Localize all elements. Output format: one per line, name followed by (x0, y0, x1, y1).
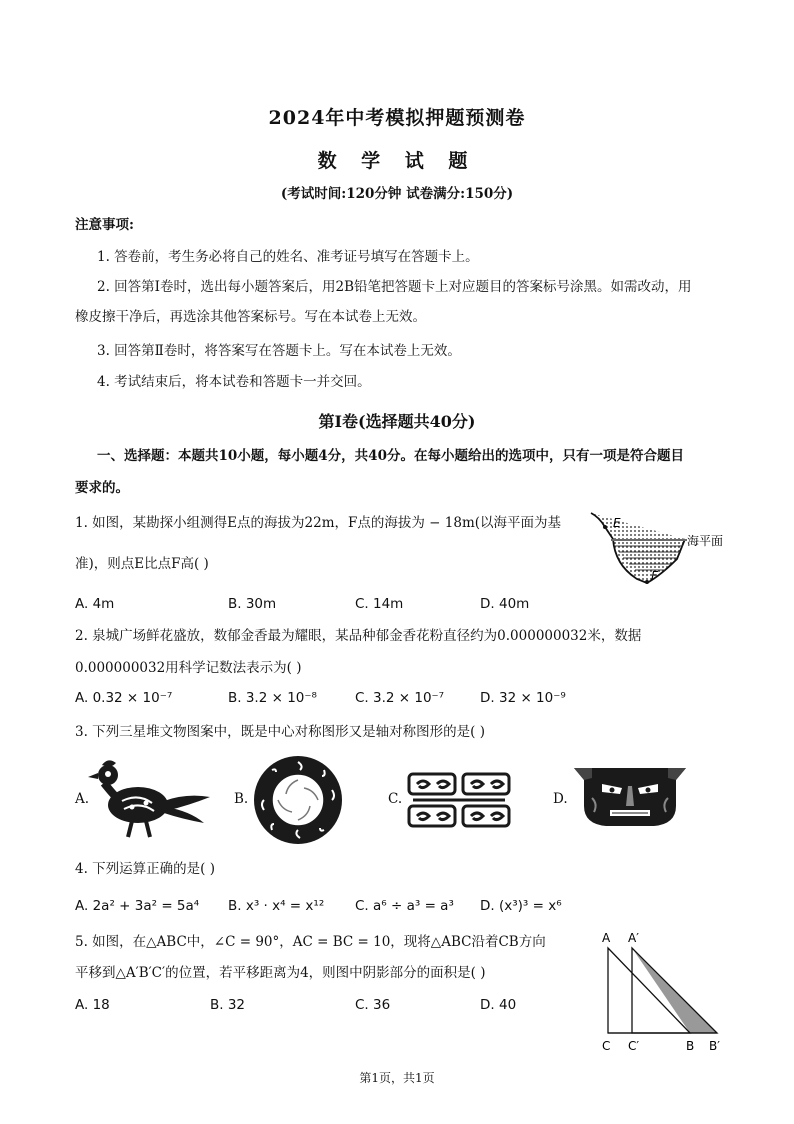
q5-label-a: A (602, 931, 611, 945)
q5-text: 平移到△A′B′C′的位置，若平移距离为4，则图中阴影部分的面积是( ) (75, 965, 486, 981)
q5-label-c-prime: C′ (628, 1039, 640, 1053)
notice-item: 3. 回答第Ⅱ卷时，将答案写在答题卡上。写在本试卷上无效。 (97, 343, 461, 359)
section-instruction: 要求的。 (75, 480, 129, 496)
q5-text: 5. 如图，在△ABC中，∠C = 90°，AC = BC = 10，现将△ABC沿着CB方向 (75, 934, 546, 950)
ring-pattern-icon (248, 754, 348, 846)
q1-label-sea: 海平面 (687, 534, 724, 548)
scroll-pattern-icon (405, 768, 515, 832)
q2-option-d: D. 32 × 10⁻⁹ (480, 690, 566, 706)
notice-item: 1. 答卷前，考生务必将自己的姓名、准考证号填写在答题卡上。 (97, 249, 479, 265)
q4-option-d: D. (x³)³ = x⁶ (480, 898, 562, 914)
q1-option-b: B. 30m (228, 596, 277, 612)
q1-option-c: C. 14m (355, 596, 404, 612)
notice-item: 橡皮擦干净后，再选涂其他答案标号。写在本试卷上无效。 (75, 309, 426, 325)
q1-text: 准)，则点E比点F高( ) (75, 556, 209, 572)
q5-option-d: D. 40 (480, 997, 517, 1013)
q3-option-c: C. (388, 791, 403, 807)
q1-text: 1. 如图，某勘探小组测得E点的海拔为22m，F点的海拔为 − 18m(以海平面为基 (75, 515, 562, 531)
q5-option-b: B. 32 (210, 997, 246, 1013)
mask-pattern-icon (572, 764, 688, 830)
q1-label-f: F (651, 569, 658, 583)
q5-label-a-prime: A′ (628, 931, 639, 945)
bird-pattern-icon (86, 757, 216, 841)
exam-info: (考试时间:120分钟 试卷满分:150分) (280, 186, 514, 202)
q3-option-a: A. (75, 791, 90, 807)
q4-option-b: B. x³ · x⁴ = x¹² (228, 898, 325, 914)
q3-option-b: B. (234, 791, 249, 807)
q5-option-c: C. 36 (355, 997, 391, 1013)
q5-label-c: C (602, 1039, 611, 1053)
q4-option-c: C. a⁶ ÷ a³ = a³ (355, 898, 454, 914)
q2-text: 2. 泉城广场鲜花盛放，数郁金香最为耀眼，某品种郁金香花粉直径约为0.000000032米，数据 (75, 628, 642, 644)
notice-item: 4. 考试结束后，将本试卷和答题卡一并交回。 (97, 374, 371, 390)
q5-label-b-prime: B′ (709, 1039, 720, 1053)
q2-text: 0.000000032用科学记数法表示为( ) (75, 660, 302, 676)
section-instruction: 一、选择题：本题共10小题，每小题4分，共40分。在每小题给出的选项中，只有一项是符合题目 (97, 448, 684, 464)
subject-title: 数 学 试 题 (317, 150, 477, 172)
notice-item: 2. 回答第Ⅰ卷时，选出每小题答案后，用2B铅笔把答题卡上对应题目的答案标号涂黑。如需改动，用 (97, 279, 692, 295)
notice-heading: 注意事项: (75, 217, 134, 233)
q5-label-b: B (686, 1039, 695, 1053)
q5-triangle-figure (596, 928, 736, 1056)
q2-option-a: A. 0.32 × 10⁻⁷ (75, 690, 173, 706)
q1-option-a: A. 4m (75, 596, 115, 612)
q1-figure (585, 505, 755, 595)
q2-option-b: B. 3.2 × 10⁻⁸ (228, 690, 317, 706)
q2-option-c: C. 3.2 × 10⁻⁷ (355, 690, 445, 706)
q1-option-d: D. 40m (480, 596, 530, 612)
exam-title: 2024年中考模拟押题预测卷 (268, 107, 526, 129)
q4-option-a: A. 2a² + 3a² = 5a⁴ (75, 898, 200, 914)
q3-option-d: D. (553, 791, 568, 807)
section-heading: 第Ⅰ卷(选择题共40分) (318, 412, 476, 431)
q3-text: 3. 下列三星堆文物图案中，既是中心对称图形又是轴对称图形的是( ) (75, 724, 485, 740)
q5-option-a: A. 18 (75, 997, 110, 1013)
q4-text: 4. 下列运算正确的是( ) (75, 861, 215, 877)
q1-label-e: E (613, 516, 621, 530)
page-footer: 第1页，共1页 (359, 1071, 435, 1085)
